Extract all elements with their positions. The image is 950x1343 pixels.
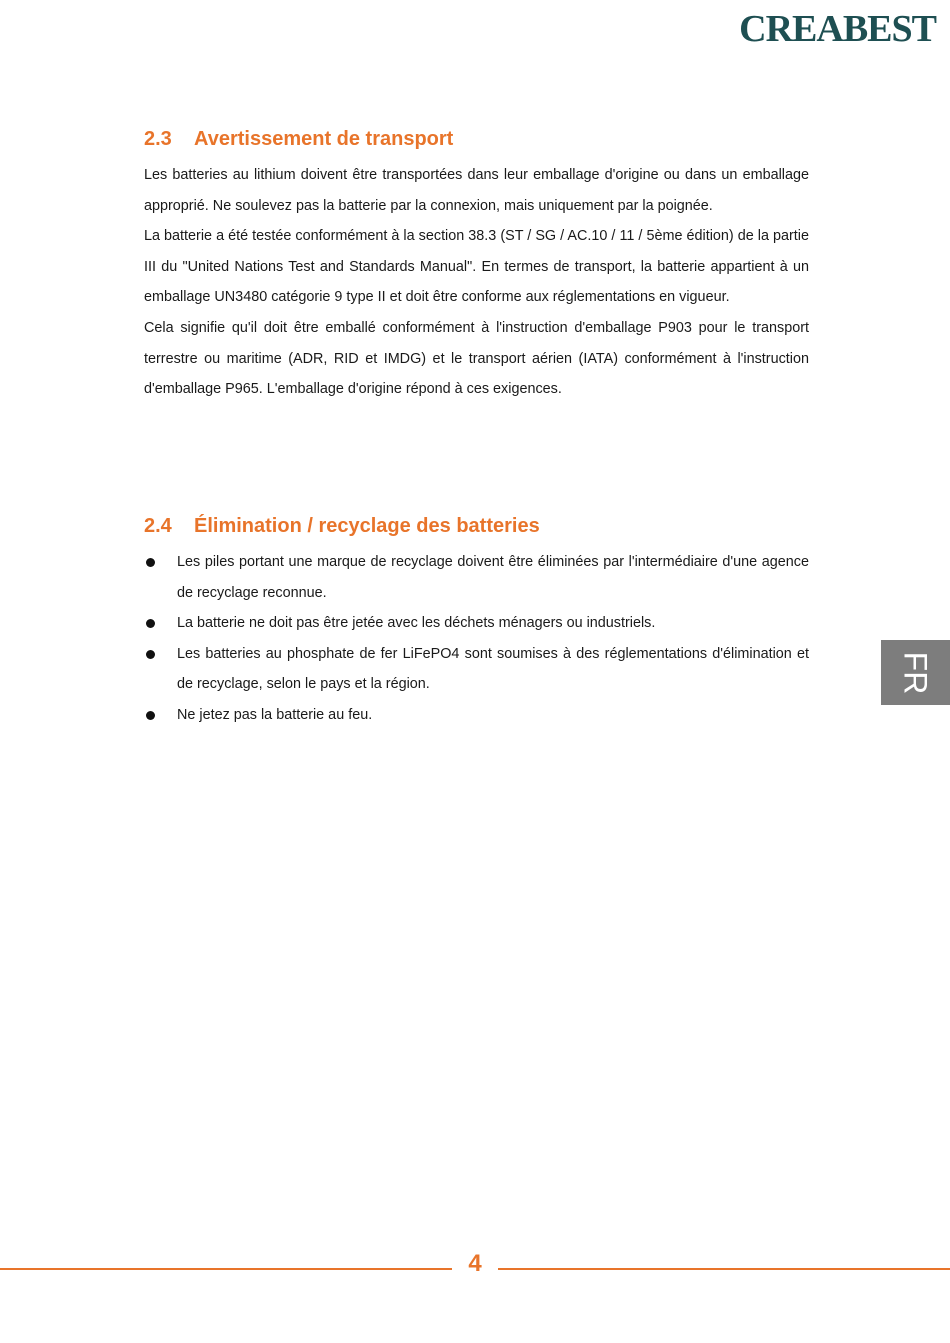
footer-divider-left [0, 1268, 452, 1270]
language-tab-label: FR [897, 651, 934, 694]
recycling-bullet-list [144, 547, 809, 731]
list-item [144, 547, 809, 608]
section-2-4-heading [144, 514, 540, 538]
bullet-icon [146, 619, 155, 628]
list-item-text: La batterie ne doit pas être jetée avec les déchets ménagers ou industriels. [177, 615, 656, 632]
page-number: 4 [468, 1250, 482, 1277]
list-item [144, 608, 809, 639]
list-item-text: Les piles portant une marque de recyclage doivent être éliminées par l'intermédiaire d'une agence de recyclage reconnue. [177, 554, 809, 601]
brand-logo: CREABEST [739, 8, 936, 50]
language-tab [881, 640, 950, 705]
transport-paragraph-3: Cela signifie qu'il doit être emballé conformément à l'instruction d'emballage P903 pour le transport terrestre ou maritime (ADR, RID et IMDG) et le transport aérien (IATA) conformément à l'instruction d'emballage P965. L'emballage d'origine répond à ces exigences. [144, 319, 809, 398]
bullet-icon [146, 650, 155, 659]
section-2-4-number: 2.4 [144, 515, 172, 537]
section-2-3-body [144, 160, 809, 405]
list-item-text: Les batteries au phosphate de fer LiFePO4 sont soumises à des réglementations d'élimination et de recyclage, selon le pays et la région. [177, 645, 809, 693]
section-2-4-title: Élimination / recyclage des batteries [194, 515, 540, 537]
section-2-3-number: 2.3 [144, 128, 172, 150]
section-2-3-title: Avertissement de transport [194, 128, 454, 150]
list-item [144, 700, 809, 731]
bullet-icon [146, 558, 155, 567]
section-2-3-heading [144, 127, 453, 151]
list-item-text: Ne jetez pas la batterie au feu. [177, 706, 373, 723]
list-item [144, 639, 809, 700]
transport-paragraph-1: Les batteries au lithium doivent être transportées dans leur emballage d'origine ou dans un emballage approprié. Ne soulevez pas la batterie par la connexion, mais uniquement par la poignée. [144, 167, 809, 214]
footer-divider-right [498, 1268, 950, 1270]
transport-paragraph-2: La batterie a été testée conformément à la section 38.3 (ST / SG / AC.10 / 11 / 5ème édition) de la partie III du "United Nations Test and Standards Manual". En termes de transport, la batterie appartient à un emballage UN3480 catégorie 9 type II et doit être conforme aux réglementations en vigueur. [144, 228, 809, 306]
bullet-icon [146, 711, 155, 720]
